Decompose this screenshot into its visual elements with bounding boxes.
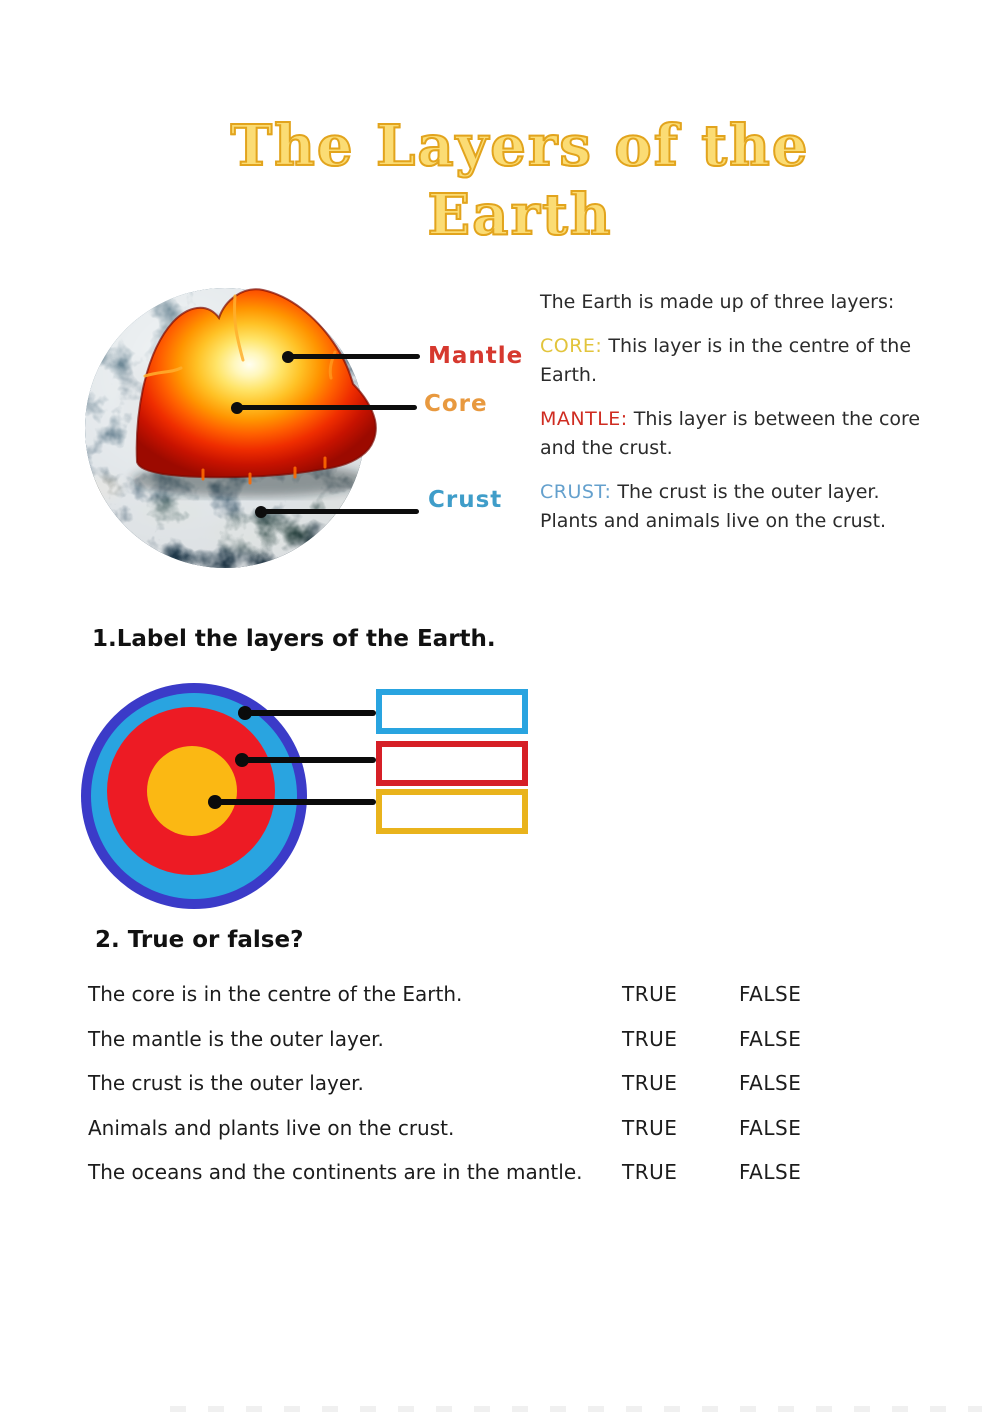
false-option[interactable]: FALSE: [739, 1071, 802, 1095]
crust-pointer-line: [261, 509, 419, 514]
false-option[interactable]: FALSE: [739, 1115, 802, 1140]
diagram-core-line: [214, 799, 376, 805]
false-option[interactable]: FALSE: [739, 1160, 802, 1184]
false-option[interactable]: FALSE: [739, 1026, 802, 1051]
true-false-table: [88, 982, 918, 1205]
mantle-description: This layer is between the core and the crust.: [540, 408, 921, 459]
statement-text: The mantle is the outer layer.: [88, 1026, 384, 1051]
core-label: Core: [424, 391, 488, 417]
true-option[interactable]: TRUE: [622, 1160, 678, 1184]
statement-text: The oceans and the continents are in the mantle.: [88, 1160, 583, 1184]
info-crust: [540, 478, 940, 536]
table-row: [88, 1071, 918, 1116]
mantle-label: Mantle: [428, 343, 524, 369]
page-cutoff-artifact: [170, 1406, 982, 1412]
core-pointer-line: [237, 405, 417, 410]
true-option[interactable]: TRUE: [622, 1071, 678, 1095]
answer-box-crust[interactable]: [376, 689, 528, 734]
crust-label: Crust: [428, 487, 503, 513]
answer-box-mantle[interactable]: [376, 741, 528, 786]
statement-text: The core is in the centre of the Earth.: [88, 982, 463, 1006]
info-intro: The Earth is made up of three layers:: [540, 291, 895, 313]
info-block: [540, 288, 940, 551]
crust-description: The crust is the outer layer. Plants and animals live on the crust.: [540, 481, 887, 532]
info-core: [540, 332, 940, 390]
table-row: [88, 1027, 918, 1072]
diagram-crust-line: [244, 710, 376, 716]
true-option[interactable]: TRUE: [622, 1115, 678, 1140]
true-option[interactable]: TRUE: [622, 1026, 678, 1051]
earth-cutaway-illustration: [85, 280, 425, 580]
section2-heading: 2. True or false?: [95, 927, 304, 953]
true-option[interactable]: TRUE: [622, 982, 678, 1006]
diagram-mantle-line: [240, 757, 376, 763]
mantle-pointer-line: [288, 354, 420, 359]
core-description: This layer is in the centre of the Earth.: [540, 335, 912, 386]
statement-text: The crust is the outer layer.: [88, 1071, 364, 1095]
false-option[interactable]: FALSE: [739, 982, 802, 1006]
core-term: CORE:: [540, 335, 603, 357]
answer-box-core[interactable]: [376, 789, 528, 834]
page-title-line1: The Layers of the: [230, 113, 810, 179]
table-row: [88, 1116, 918, 1161]
mantle-term: MANTLE:: [540, 408, 628, 430]
info-mantle: [540, 405, 940, 463]
table-row: [88, 982, 918, 1027]
statement-text: Animals and plants live on the crust.: [88, 1115, 455, 1140]
earth-cutaway-figure: [85, 280, 425, 580]
page-title: [20, 112, 1000, 250]
table-row: [88, 1160, 918, 1205]
diagram-core-circle: [147, 746, 237, 836]
crust-term: CRUST:: [540, 481, 612, 503]
page-title-line2: Earth: [427, 182, 613, 248]
section1-heading: 1.Label the layers of the Earth.: [92, 626, 496, 652]
